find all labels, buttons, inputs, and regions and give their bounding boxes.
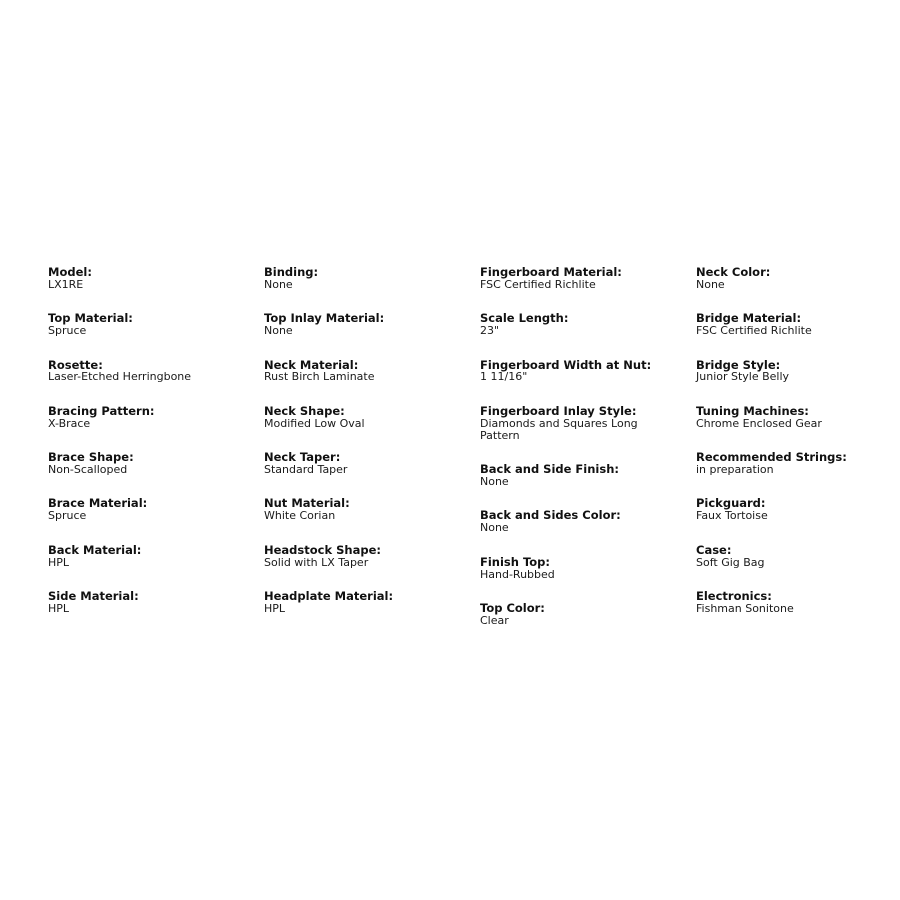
- spec-finish-top: [480, 556, 696, 581]
- spec-model: [48, 266, 264, 291]
- spec-value: FSC Certified Richlite: [696, 324, 812, 338]
- spec-label: Fingerboard Inlay Style:: [480, 403, 637, 418]
- spec-value: in preparation: [696, 462, 774, 476]
- spec-column-2: [264, 266, 480, 648]
- spec-value: Clear: [480, 613, 509, 627]
- spec-value: None: [264, 277, 293, 291]
- spec-value: None: [264, 324, 293, 338]
- spec-label: Nut Material:: [264, 496, 350, 511]
- spec-value: Standard Taper: [264, 462, 348, 476]
- spec-value: LX1RE: [48, 277, 84, 291]
- spec-column-4: [696, 266, 884, 648]
- spec-rosette: [48, 359, 264, 384]
- spec-label: Headstock Shape:: [264, 542, 381, 557]
- spec-value: Junior Style Belly: [696, 370, 790, 384]
- spec-neck-material: [264, 359, 480, 384]
- spec-nut-material: [264, 497, 480, 522]
- spec-fingerboard-material: [480, 266, 696, 291]
- spec-top-inlay-material: [264, 312, 480, 337]
- spec-label: Case:: [696, 542, 732, 557]
- spec-side-material: [48, 590, 264, 615]
- spec-back-and-side-finish: [480, 463, 696, 488]
- spec-label: Top Material:: [48, 311, 133, 326]
- spec-value: Chrome Enclosed Gear: [696, 416, 822, 430]
- spec-fingerboard-width-at-nut: [480, 359, 696, 384]
- spec-label: Tuning Machines:: [696, 403, 809, 418]
- spec-bracing-pattern: [48, 405, 264, 430]
- spec-label: Bracing Pattern:: [48, 403, 155, 418]
- spec-value: 1 11/16": [480, 370, 528, 384]
- spec-brace-shape: [48, 451, 264, 476]
- spec-column-1: [48, 266, 264, 648]
- spec-label: Headplate Material:: [264, 589, 394, 604]
- spec-value: None: [480, 474, 509, 488]
- spec-label: Recommended Strings:: [696, 450, 847, 465]
- spec-neck-shape: [264, 405, 480, 430]
- spec-label: Back and Sides Color:: [480, 508, 621, 523]
- spec-value: Non-Scalloped: [48, 462, 128, 476]
- spec-tuning-machines: [696, 405, 884, 430]
- spec-label: Bridge Material:: [696, 311, 802, 326]
- spec-recommended-strings: [696, 451, 884, 476]
- spec-value: Solid with LX Taper: [264, 555, 369, 569]
- spec-value: FSC Certified Richlite: [480, 277, 596, 291]
- spec-top-color: [480, 602, 696, 627]
- spec-label: Pickguard:: [696, 496, 766, 511]
- spec-label: Brace Shape:: [48, 450, 134, 465]
- spec-label: Top Inlay Material:: [264, 311, 385, 326]
- spec-value: HPL: [48, 601, 70, 615]
- spec-value: Fishman Sonitone: [696, 601, 794, 615]
- spec-headplate-material: [264, 590, 480, 615]
- spec-headstock-shape: [264, 544, 480, 569]
- spec-value: Laser-Etched Herringbone: [48, 370, 192, 384]
- spec-value: Diamonds and Squares Long Pattern: [480, 416, 638, 442]
- spec-back-material: [48, 544, 264, 569]
- spec-label: Back Material:: [48, 542, 142, 557]
- spec-value: White Corian: [264, 509, 336, 523]
- spec-binding: [264, 266, 480, 291]
- spec-value: Rust Birch Laminate: [264, 370, 375, 384]
- spec-label: Neck Material:: [264, 357, 359, 372]
- spec-bridge-style: [696, 359, 884, 384]
- spec-label: Neck Shape:: [264, 403, 345, 418]
- spec-label: Brace Material:: [48, 496, 148, 511]
- spec-label: Scale Length:: [480, 311, 569, 326]
- spec-label: Model:: [48, 265, 92, 279]
- spec-value: Modified Low Oval: [264, 416, 365, 430]
- spec-column-3: [480, 266, 696, 648]
- spec-label: Side Material:: [48, 589, 139, 604]
- spec-neck-color: [696, 266, 884, 291]
- spec-value: None: [480, 521, 509, 535]
- spec-fingerboard-inlay-style: [480, 405, 696, 442]
- spec-label: Finish Top:: [480, 554, 551, 569]
- spec-case: [696, 544, 884, 569]
- spec-top-material: [48, 312, 264, 337]
- spec-back-and-sides-color: [480, 509, 696, 534]
- spec-label: Back and Side Finish:: [480, 462, 619, 477]
- spec-label: Fingerboard Material:: [480, 265, 622, 279]
- spec-scale-length: [480, 312, 696, 337]
- spec-label: Electronics:: [696, 589, 772, 604]
- spec-value: Soft Gig Bag: [696, 555, 765, 569]
- spec-value: Spruce: [48, 324, 87, 338]
- spec-electronics: [696, 590, 884, 615]
- spec-value: None: [696, 277, 725, 291]
- spec-bridge-material: [696, 312, 884, 337]
- spec-label: Fingerboard Width at Nut:: [480, 357, 652, 372]
- spec-value: HPL: [264, 601, 286, 615]
- spec-label: Binding:: [264, 265, 319, 279]
- spec-label: Top Color:: [480, 601, 545, 616]
- spec-label: Neck Taper:: [264, 450, 341, 465]
- spec-value: Spruce: [48, 509, 87, 523]
- spec-pickguard: [696, 497, 884, 522]
- spec-value: Faux Tortoise: [696, 509, 768, 523]
- spec-neck-taper: [264, 451, 480, 476]
- spec-grid: [48, 266, 884, 648]
- spec-label: Bridge Style:: [696, 357, 781, 372]
- spec-brace-material: [48, 497, 264, 522]
- spec-label: Neck Color:: [696, 265, 771, 279]
- spec-value: X-Brace: [48, 416, 91, 430]
- spec-label: Rosette:: [48, 357, 103, 372]
- spec-value: Hand-Rubbed: [480, 567, 555, 581]
- spec-value: 23": [480, 324, 500, 338]
- spec-value: HPL: [48, 555, 70, 569]
